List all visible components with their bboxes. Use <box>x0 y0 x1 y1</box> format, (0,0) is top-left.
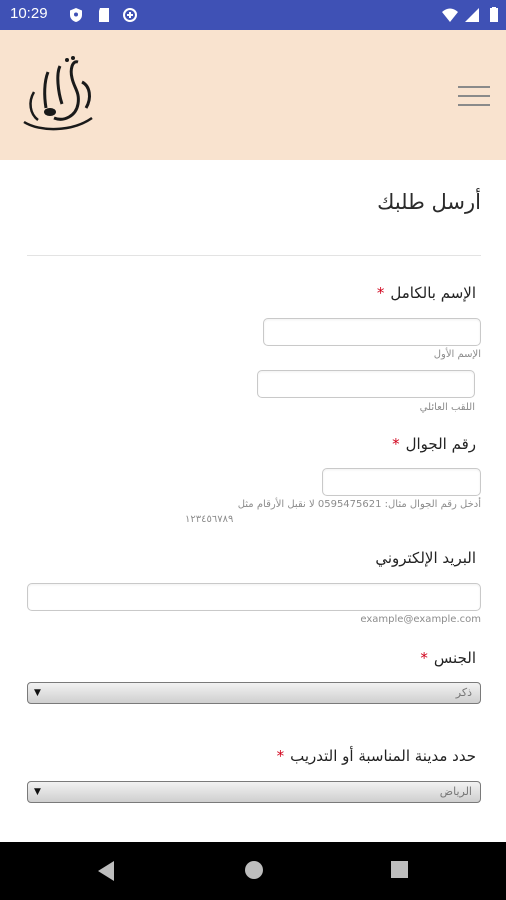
menu-button[interactable] <box>458 82 490 110</box>
request-form <box>0 160 506 842</box>
mobile-hint-line2: ١٢٣٤٥٦٧٨٩ <box>185 514 234 525</box>
city-select[interactable] <box>27 781 481 803</box>
hamburger-icon <box>458 86 490 88</box>
required-mark: * <box>392 435 400 453</box>
home-icon[interactable] <box>244 860 264 880</box>
data-saver-icon <box>122 7 138 23</box>
gender-selected: ذكر <box>455 686 472 699</box>
app-header <box>0 30 506 160</box>
sd-card-icon <box>96 7 112 23</box>
brand-logo[interactable] <box>20 52 98 138</box>
navigation-bar <box>0 842 506 900</box>
required-mark: * <box>420 649 428 667</box>
divider <box>27 255 481 256</box>
mobile-hint-line1: أدخل رقم الجوال مثال: 0595475621 لا نقبل الأرقام مثل <box>237 499 481 510</box>
required-mark: * <box>376 284 385 302</box>
last-name-input[interactable] <box>257 370 475 398</box>
full-name-label: الإسم بالكامل* <box>376 284 476 302</box>
gender-select[interactable] <box>27 682 481 704</box>
email-input[interactable] <box>27 583 481 611</box>
battery-icon <box>486 7 502 23</box>
last-name-hint: اللقب العائلي <box>419 402 475 413</box>
recents-icon[interactable] <box>390 860 409 879</box>
status-bar <box>0 0 506 30</box>
status-time: 10:29 <box>10 5 48 22</box>
form-title: أرسل طلبك <box>377 190 481 214</box>
gender-label: الجنس* <box>420 649 476 667</box>
signal-icon <box>464 7 480 23</box>
email-label: البريد الإلكتروني <box>375 549 476 567</box>
back-icon[interactable] <box>96 860 116 882</box>
email-hint: example@example.com <box>360 614 481 625</box>
required-mark: * <box>276 747 285 765</box>
shield-icon <box>68 7 84 23</box>
first-name-input[interactable] <box>263 318 481 346</box>
dropdown-arrow-icon: ▼ <box>34 787 41 797</box>
mobile-input[interactable] <box>322 468 481 496</box>
wifi-icon <box>442 7 458 23</box>
city-selected: الرياض <box>439 785 472 798</box>
mobile-label: رقم الجوال* <box>392 435 476 453</box>
first-name-hint: الإسم الأول <box>433 349 481 360</box>
city-label: حدد مدينة المناسبة أو التدريب* <box>276 747 476 765</box>
dropdown-arrow-icon: ▼ <box>34 688 41 698</box>
